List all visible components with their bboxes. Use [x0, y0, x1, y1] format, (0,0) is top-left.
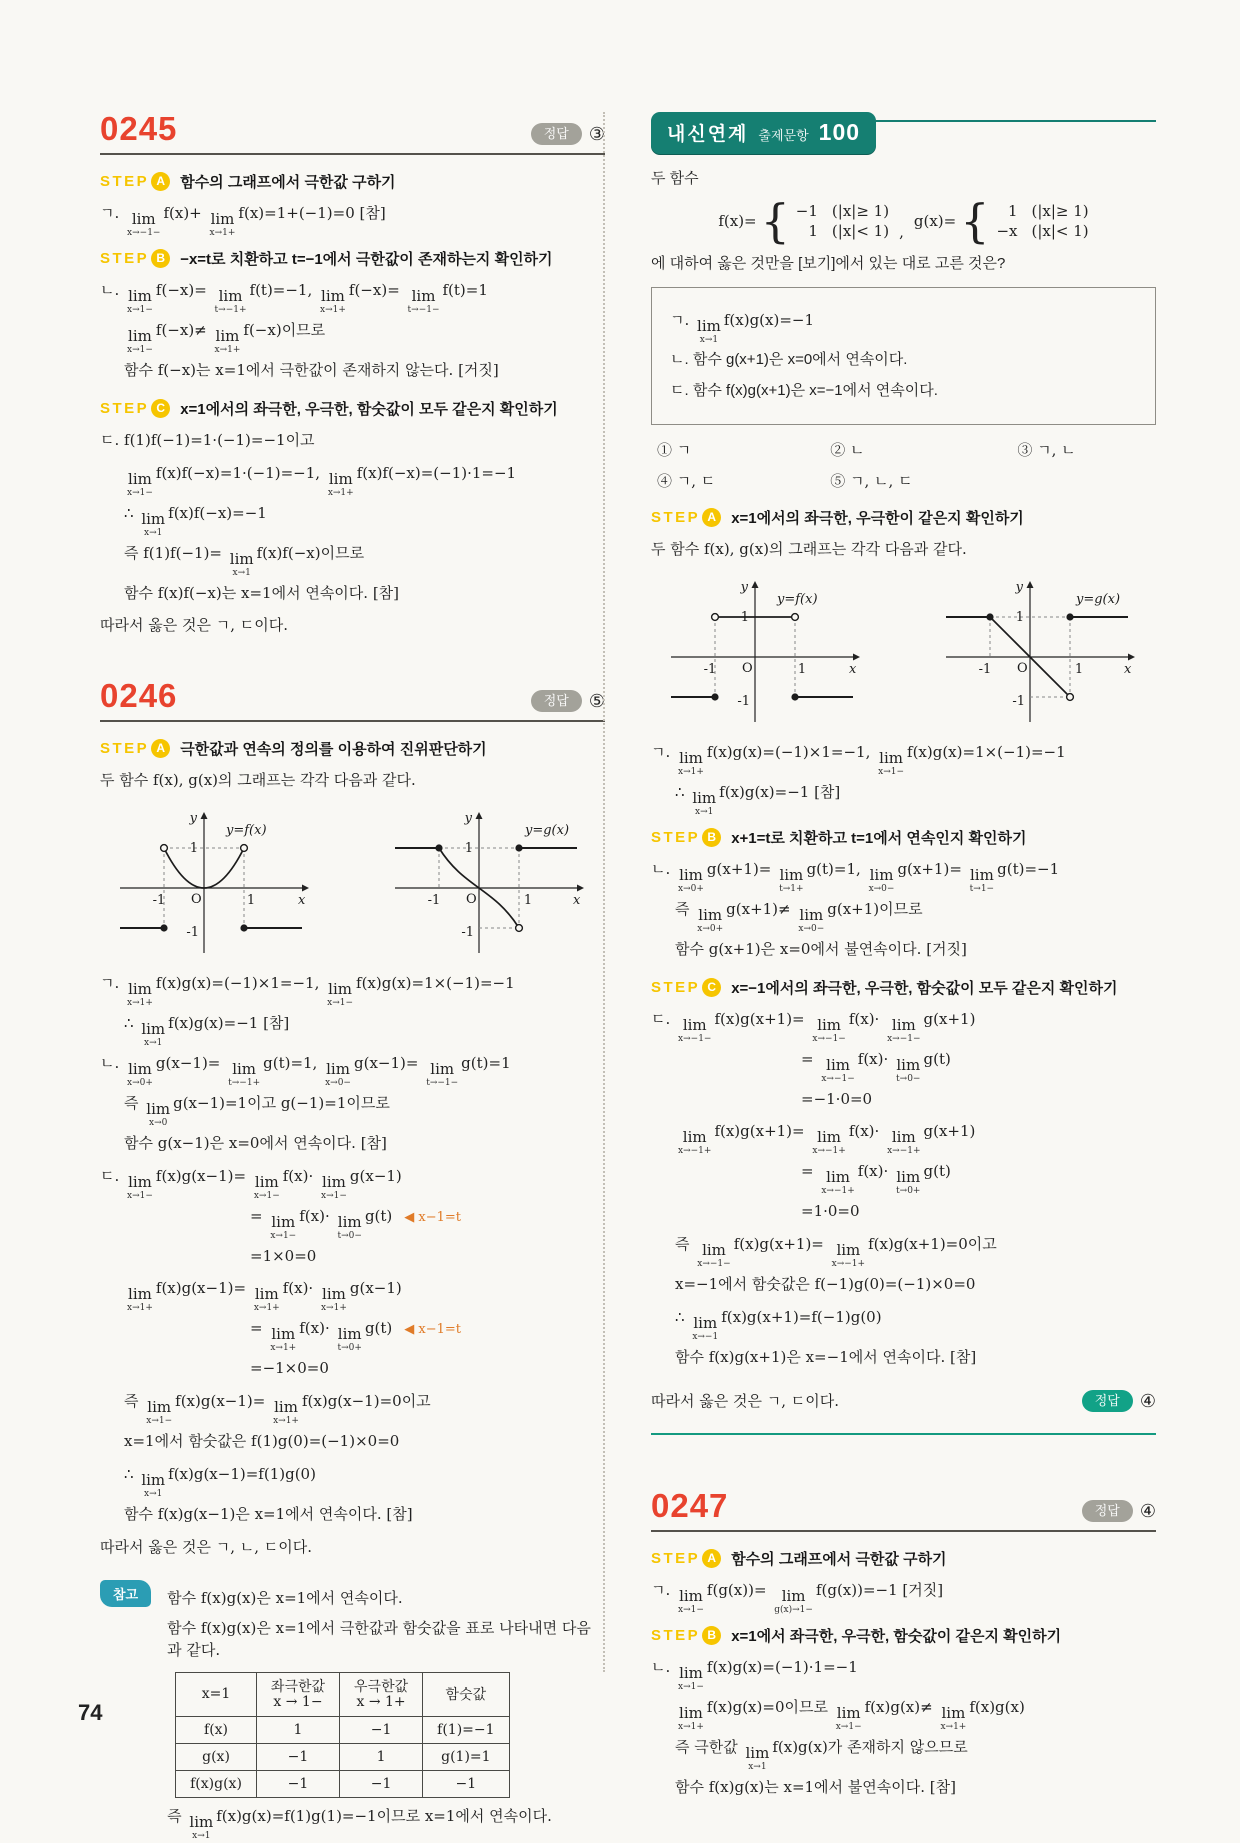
answer-choices	[657, 439, 1156, 491]
tick-one-x: 1	[246, 892, 256, 908]
step-title: x+1=t로 치환하고 t=1에서 연속인지 확인하기	[731, 829, 1027, 847]
solution-line: x=1에서 함숫값은 f(1)g(0)=(−1)×0=0	[124, 1432, 400, 1450]
cell: g(x)	[176, 1744, 257, 1771]
solution-line: 함수 f(x)g(x+1)은 x=−1에서 연속이다. [참]	[675, 1347, 977, 1366]
case-value: 1	[1007, 202, 1018, 221]
case-condition: (|x|≥ 1)	[831, 202, 890, 221]
origin-label: O	[466, 891, 477, 907]
solution-line: =−1·0=0	[801, 1089, 873, 1108]
problem-0246-header	[100, 679, 605, 722]
answer-pill: 정답	[1082, 1500, 1133, 1522]
header-sub: x → 1−	[273, 1694, 323, 1711]
solution-line: ㄴ. lim x→0+ g(x+1)= lim t→1+ g(t)=1, lim x→0− g(x+1)= lim t→1− g(t)=−1	[651, 859, 1060, 894]
step-letter-icon: A	[702, 1549, 721, 1568]
g-label: g(x)=	[913, 212, 957, 231]
step-title: 함수의 그래프에서 극한값 구하기	[180, 174, 396, 191]
table-row	[176, 1717, 509, 1744]
solution-line: ∴ lim x→1 f(x)g(x−1)=f(1)g(0)	[124, 1464, 316, 1499]
boki-item: ㄷ. 함수 f(x)g(x+1)은 x=−1에서 연속이다.	[670, 382, 938, 400]
tick-minus-one-x: -1	[152, 892, 166, 908]
step-letter-icon: B	[702, 1626, 721, 1645]
origin-label: O	[191, 891, 202, 907]
problem-0246	[100, 679, 605, 1843]
boki-box	[651, 287, 1156, 426]
piecewise-g	[913, 193, 1089, 248]
cell: g(1)=1	[423, 1744, 509, 1771]
step-title: 극한값과 연속의 정의를 이용하여 진위판단하기	[180, 741, 487, 758]
step-heading	[100, 738, 605, 759]
solution-line	[100, 1206, 605, 1241]
choice-1: ① ㄱ	[657, 441, 692, 460]
tick-one-x: 1	[1074, 661, 1084, 677]
solution-line: ㄴ. lim x→0+ g(x−1)= lim t→−1+ g(t)=1, lim x→0− g(x−1)= lim t→−1− g(t)=1	[100, 1053, 511, 1088]
step-heading	[651, 507, 1156, 528]
problem-0245	[100, 112, 605, 637]
step-heading	[100, 248, 605, 269]
case-value: −x	[996, 222, 1018, 241]
curve-label-g: y=g(x)	[525, 822, 570, 838]
header-label: 우극한값	[354, 1677, 409, 1694]
answer-pill: 정답	[531, 123, 582, 145]
case-value: −1	[795, 202, 818, 221]
problem-number: 0245	[100, 110, 178, 147]
step-word: STEP	[651, 1627, 701, 1645]
step-letter-icon: A	[151, 739, 170, 758]
axis-label-x: x	[1124, 661, 1132, 677]
solution-line: lim x→1+ f(x)g(x)=0이므로 lim x→1− f(x)g(x)≠ lim x→1+ f(x)g(x)	[678, 1698, 1025, 1733]
exam-badge-series: 내신연계	[667, 124, 749, 145]
cell: f(1)=−1	[423, 1717, 509, 1744]
solution-line: ㄱ. lim x→1+ f(x)g(x)=(−1)×1=−1, lim x→1− f(x)g(x)=1×(−1)=−1	[651, 742, 1066, 777]
step-title: −x=t로 치환하고 t=−1에서 극한값이 존재하는지 확인하기	[180, 251, 553, 268]
page-number: 74	[78, 1700, 103, 1725]
table-row	[176, 1771, 509, 1798]
origin-label: O	[1017, 660, 1028, 676]
solution-line: 함수 g(x+1)은 x=0에서 불연속이다. [거짓]	[675, 939, 967, 958]
solution-line	[100, 1318, 605, 1354]
exam-header	[651, 112, 1156, 154]
f-label: f(x)=	[718, 212, 757, 231]
answer-choice: ④	[1139, 1390, 1156, 1411]
solution-line: =1·0=0	[801, 1202, 860, 1221]
step-word: STEP	[651, 509, 701, 527]
reference-line: 즉 lim x→1 f(x)g(x)=f(1)g(1)=−1이므로 x=1에서 연속이다.	[167, 1807, 552, 1842]
step-heading	[100, 171, 605, 192]
cell: −1	[340, 1771, 423, 1798]
limit-value-table	[175, 1672, 509, 1799]
answer-pill: 정답	[531, 690, 582, 712]
curve-label-f: y=f(x)	[226, 822, 267, 838]
step-heading	[651, 1625, 1156, 1646]
tick-minus-one-y: -1	[461, 924, 474, 940]
graph-f-step	[655, 572, 877, 730]
tick-minus-one-y: -1	[737, 693, 750, 709]
choice-5: ⑤ ㄱ, ㄴ, ㄷ	[830, 472, 913, 491]
solution-line: ㄱ. lim x→1− f(g(x))= lim g(x)→1− f(g(x))=−1 [거짓]	[651, 1581, 944, 1616]
solution-line: 함수 g(x−1)은 x=0에서 연속이다. [참]	[124, 1133, 387, 1152]
left-column	[100, 112, 605, 1843]
solution-line: x=−1에서 함숫값은 f(−1)g(0)=(−1)×0=0	[675, 1275, 976, 1294]
curve-label-g: y=g(x)	[1076, 591, 1121, 607]
table-row	[176, 1744, 509, 1771]
question-text: 에 대하여 옳은 것만을 [보기]에서 있는 대로 고른 것은?	[651, 254, 1006, 272]
cell: 1	[340, 1744, 423, 1771]
step-title: x=−1에서의 좌극한, 우극한, 함숫값이 모두 같은지 확인하기	[731, 979, 1118, 997]
axis-label-y: y	[189, 810, 197, 826]
reference-box	[100, 1580, 605, 1843]
solution-line: ㄴ. lim x→1− f(x)g(x)=(−1)·1=−1	[651, 1658, 858, 1693]
tick-minus-one-x: -1	[978, 661, 992, 677]
graphs-0246	[100, 803, 605, 961]
substitution-note: ◀ x−1=t	[404, 1209, 462, 1225]
comma: ,	[899, 222, 904, 241]
axis-label-y: y	[464, 810, 472, 826]
header-sub: x → 1+	[356, 1694, 406, 1711]
left-brace: {	[960, 193, 990, 248]
graph-g-line	[930, 572, 1152, 730]
tick-minus-one-y: -1	[186, 924, 199, 940]
step-title: x=1에서 좌극한, 우극한, 함숫값이 같은지 확인하기	[731, 1628, 1062, 1646]
step-word: STEP	[651, 978, 701, 996]
solution-line: ∴ lim x→1 f(x)g(x)=−1 [참]	[124, 1013, 290, 1048]
solution-line: ∴ lim x→1 f(x)f(−x)=−1	[124, 503, 267, 538]
cell: −1	[423, 1771, 509, 1798]
solution-line: ∴ lim x→−1 f(x)g(x+1)=f(−1)g(0)	[675, 1307, 882, 1342]
exam-badge	[651, 112, 876, 154]
cell: f(x)g(x)	[176, 1771, 257, 1798]
solution-line: ㄴ. lim x→1− f(−x)= lim t→−1+ f(t)=−1, lim x→1+ f(−x)= lim t→−1− f(t)=1	[100, 281, 488, 315]
solution-line: = lim x→−1+ f(x)· lim t→0+ g(t)	[801, 1162, 951, 1197]
graph-intro: 두 함수 f(x), g(x)의 그래프는 각각 다음과 같다.	[651, 540, 967, 559]
solution-line: 함수 f(x)g(x−1)은 x=1에서 연속이다. [참]	[124, 1504, 413, 1523]
substitution-note: ◀ x−1=t	[404, 1322, 462, 1338]
piecewise-f	[718, 193, 890, 248]
step-letter-icon: A	[702, 508, 721, 527]
tick-minus-one-x: -1	[427, 892, 441, 908]
solution-line: 함수 f(x)f(−x)는 x=1에서 연속이다. [참]	[124, 583, 400, 602]
step-title: x=1에서의 좌극한, 우극한, 함숫값이 모두 같은지 확인하기	[180, 400, 558, 418]
problem-number: 0247	[651, 1487, 729, 1525]
tick-minus-one-y: -1	[1012, 693, 1025, 709]
answer-choice: ③	[588, 123, 605, 144]
right-column	[651, 112, 1156, 1843]
answer-choice: ⑤	[588, 690, 605, 711]
graph-intro: 두 함수 f(x), g(x)의 그래프는 각각 다음과 같다.	[100, 771, 416, 789]
solution-line: = lim x→−1− f(x)· lim t→0− g(t)	[801, 1049, 951, 1084]
solution-line: lim x→−1+ f(x)g(x+1)= lim x→−1+ f(x)· lim x→−1+ g(x+1)	[678, 1122, 976, 1157]
solution-line: 즉 f(1)f(−1)= lim x→1 f(x)f(−x)이므로	[124, 543, 365, 578]
solution-line: 즉 극한값 lim x→1 f(x)g(x)가 존재하지 않으므로	[675, 1738, 968, 1773]
tick-minus-one-x: -1	[703, 661, 717, 677]
cell: −1	[256, 1744, 339, 1771]
step-letter-icon: A	[151, 172, 170, 191]
graphs-exam	[651, 572, 1156, 730]
graph-f-parabola	[104, 803, 326, 961]
axis-label-y: y	[740, 579, 748, 595]
solution-line: 즉 lim x→−1− f(x)g(x+1)= lim x→−1+ f(x)g(x+1)=0이고	[675, 1235, 997, 1270]
solution-line: lim x→1+ f(x)g(x−1)= lim x→1+ f(x)· lim x→1+ g(x−1)	[127, 1279, 402, 1314]
solution-line: 즉 lim x→0 g(x−1)=1이고 g(−1)=1이므로	[124, 1093, 390, 1128]
answer-badge	[1082, 1390, 1156, 1412]
tick-one-x: 1	[523, 892, 533, 908]
tick-one-y: 1	[189, 840, 198, 856]
conclusion-line: 따라서 옳은 것은 ㄱ, ㄴ, ㄷ이다.	[100, 1537, 313, 1556]
axis-label-y: y	[1015, 579, 1023, 595]
step-word: STEP	[651, 1550, 701, 1568]
solution-line: ㄱ. lim x→1+ f(x)g(x)=(−1)×1=−1, lim x→1− f(x)g(x)=1×(−1)=−1	[100, 973, 515, 1008]
reference-line: 함수 f(x)g(x)은 x=1에서 연속이다.	[167, 1589, 403, 1608]
step-heading	[651, 977, 1156, 998]
step-title: 함수의 그래프에서 극한값 구하기	[731, 1551, 947, 1569]
piecewise-definitions	[651, 193, 1156, 248]
exam-problem-100	[651, 112, 1156, 1435]
solution-line: 함수 f(−x)는 x=1에서 극한값이 존재하지 않는다. [거짓]	[124, 361, 499, 379]
axis-label-x: x	[573, 892, 581, 908]
exam-header-rule	[876, 120, 1156, 122]
step-letter-icon: B	[151, 249, 170, 268]
table-header	[256, 1672, 339, 1717]
answer-badge	[531, 690, 605, 712]
case-value: 1	[808, 222, 818, 241]
tick-one-y: 1	[464, 840, 473, 856]
tick-one-x: 1	[797, 661, 807, 677]
answer-choice: ④	[1139, 1500, 1156, 1521]
answer-badge	[1082, 1500, 1156, 1522]
tick-one-y: 1	[740, 609, 749, 625]
question-intro: 두 함수	[651, 170, 699, 187]
solution-line: =1×0=0	[250, 1246, 317, 1265]
axis-label-x: x	[849, 661, 857, 677]
problem-0247	[651, 1489, 1156, 1799]
cell: −1	[340, 1717, 423, 1744]
choice-2: ② ㄴ	[830, 441, 865, 460]
tick-one-y: 1	[1015, 609, 1024, 625]
solution-line: ㄷ. f(1)f(−1)=1·(−1)=−1이고	[100, 430, 315, 449]
reference-line: 함수 f(x)g(x)은 x=1에서 극한값과 함숫값을 표로 나타내면 다음과 같다.	[167, 1619, 591, 1659]
table-header	[340, 1672, 423, 1717]
conclusion-line: 따라서 옳은 것은 ㄱ, ㄷ이다.	[100, 616, 288, 635]
answer-badge	[531, 123, 605, 145]
step-heading	[651, 827, 1156, 848]
step-heading	[100, 398, 605, 419]
step-letter-icon: C	[151, 399, 170, 418]
solution-line: ㄷ. lim x→−1− f(x)g(x+1)= lim x→−1− f(x)· lim x→−1− g(x+1)	[651, 1009, 976, 1044]
step-word: STEP	[651, 828, 701, 846]
step-title: x=1에서의 좌극한, 우극한이 같은지 확인하기	[731, 510, 1024, 528]
step-letter-icon: B	[702, 828, 721, 847]
table-header: x=1	[176, 1672, 257, 1717]
boki-item: ㄱ. lim x→1 f(x)g(x)=−1	[670, 310, 815, 345]
table-header: 함숫값	[423, 1672, 509, 1717]
solution-line: =−1×0=0	[250, 1359, 329, 1378]
choice-3: ③ ㄱ, ㄴ	[1017, 441, 1076, 460]
reference-badge: 참고	[100, 1580, 151, 1607]
conclusion-line: 따라서 옳은 것은 ㄱ, ㄷ이다.	[651, 1391, 839, 1410]
boki-item: ㄴ. 함수 g(x+1)은 x=0에서 연속이다.	[670, 350, 908, 368]
step-heading	[651, 1548, 1156, 1569]
choice-4: ④ ㄱ, ㄷ	[657, 472, 716, 491]
problem-number: 0246	[100, 677, 178, 714]
problem-0245-header	[100, 112, 605, 155]
solution-line: ㄱ. lim x→−1− f(x)+ lim x→1+ f(x)=1+(−1)=0 [참]	[100, 204, 386, 238]
reference-body	[167, 1580, 605, 1843]
solution-line: lim x→1− f(x)f(−x)=1·(−1)=−1, lim x→1+ f(x)f(−x)=(−1)·1=−1	[127, 463, 517, 498]
step-letter-icon: C	[702, 978, 721, 997]
case-condition: (|x|≥ 1)	[1031, 202, 1089, 221]
table-header-row	[176, 1672, 509, 1717]
exam-badge-type: 출제문항	[758, 128, 809, 143]
left-brace: {	[760, 193, 790, 248]
solution-line: 함수 f(x)g(x)는 x=1에서 불연속이다. [참]	[675, 1778, 956, 1797]
solution-line: 즉 lim x→1− f(x)g(x−1)= lim x→1+ f(x)g(x−1)=0이고	[124, 1392, 431, 1426]
solution-line: 즉 lim x→0+ g(x+1)≠ lim x→0− g(x+1)이므로	[675, 899, 923, 934]
case-condition: (|x|< 1)	[831, 222, 890, 241]
case-condition: (|x|< 1)	[1031, 222, 1089, 241]
header-label: 좌극한값	[270, 1677, 326, 1694]
equation: = lim x→1− f(x)· lim t→0− g(t)	[250, 1206, 393, 1241]
exam-badge-number: 100	[818, 119, 861, 145]
step-word: STEP	[100, 399, 150, 417]
axis-label-x: x	[298, 892, 306, 908]
column-divider	[603, 112, 605, 1672]
solution-line: ㄷ. lim x→1− f(x)g(x−1)= lim x→1− f(x)· lim x→1− g(x−1)	[100, 1166, 402, 1201]
step-word: STEP	[100, 740, 150, 757]
cell: f(x)	[176, 1717, 257, 1744]
solution-line: lim x→1− f(−x)≠ lim x→1+ f(−x)이므로	[127, 321, 326, 355]
step-word: STEP	[100, 250, 150, 267]
equation: = lim x→1+ f(x)· lim t→0+ g(t)	[250, 1319, 393, 1354]
step-word: STEP	[100, 173, 150, 190]
solution-line: ∴ lim x→1 f(x)g(x)=−1 [참]	[675, 782, 841, 817]
graph-g-cubic	[379, 803, 601, 961]
problem-0247-header	[651, 1489, 1156, 1532]
origin-label: O	[742, 660, 753, 676]
curve-label-f: y=f(x)	[777, 591, 818, 607]
cell: −1	[256, 1771, 339, 1798]
answer-pill: 정답	[1082, 1390, 1133, 1412]
cell: 1	[256, 1717, 339, 1744]
